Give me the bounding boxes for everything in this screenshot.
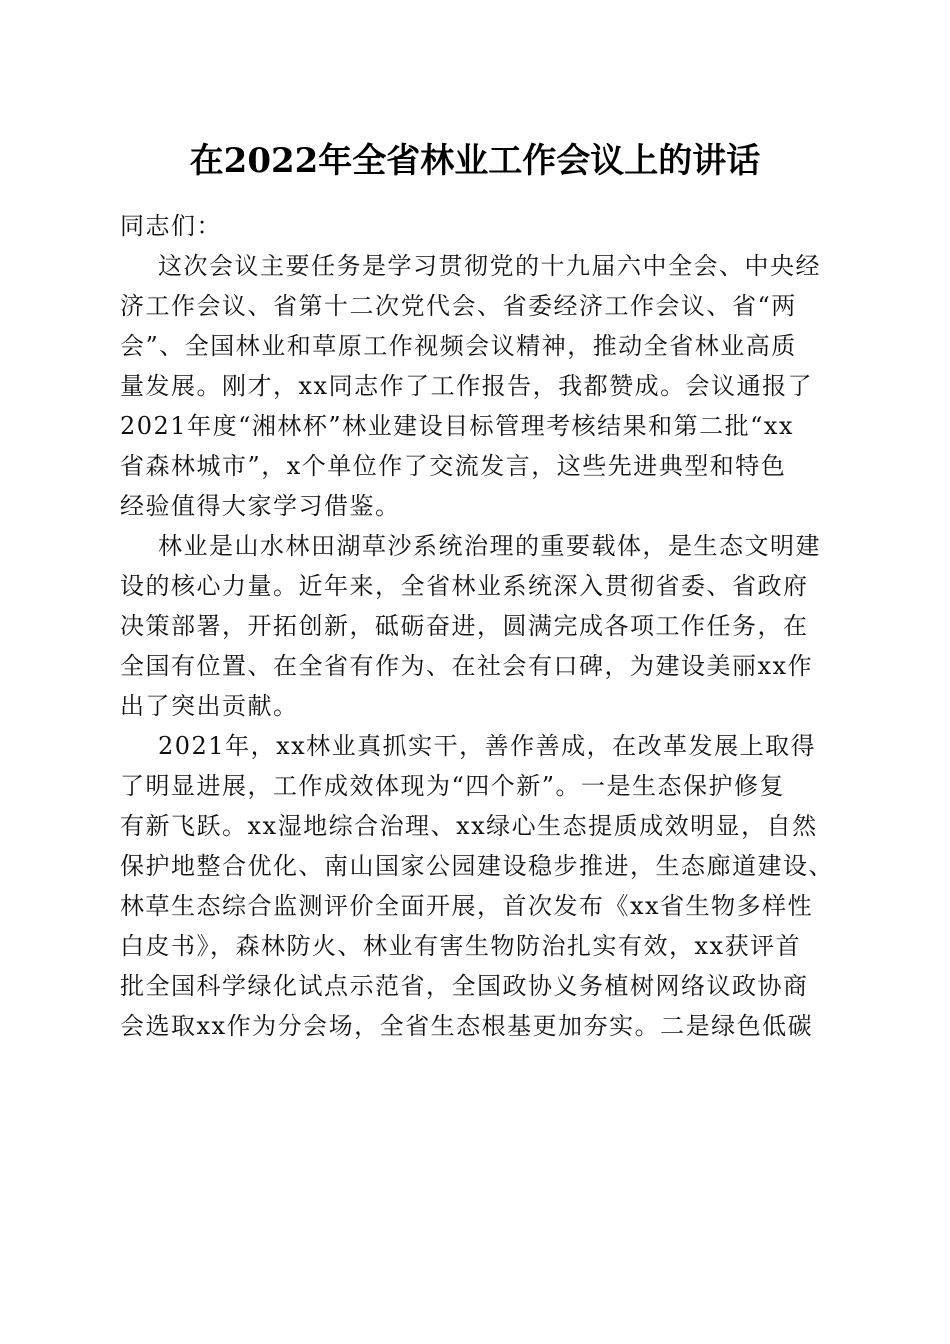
paragraph-1-line-4: 量发展。刚才，xx同志作了工作报告，我都赞成。会议通报了 bbox=[120, 372, 814, 400]
paragraph-3-line-8: 会选取xx作为分会场，全省生态根基更加夯实。二是绿色低碳 bbox=[120, 1012, 814, 1040]
paragraph-1-line-5: 2021年度“湘林杯”林业建设目标管理考核结果和第二批“xx bbox=[120, 412, 794, 440]
paragraph-3-line-3: 有新飞跃。xx湿地综合治理、xx绿心生态提质成效明显，自然 bbox=[120, 812, 818, 840]
paragraph-3-line-7: 批全国科学绿化试点示范省，全国政协义务植树网络议政协商 bbox=[120, 972, 809, 1000]
paragraph-1-line-3: 会”、全国林业和草原工作视频会议精神，推动全省林业高质 bbox=[120, 332, 797, 360]
paragraph-3-line-1: 2021年，xx林业真抓实干，善作善成，在改革发展上取得 bbox=[158, 732, 817, 760]
paragraph-3-line-4: 保护地整合优化、南山国家公园建设稳步推进，生态廊道建设、 bbox=[120, 852, 834, 880]
paragraph-3-line-2: 了明显进展，工作成效体现为“四个新”。一是生态保护修复 bbox=[120, 772, 786, 800]
paragraph-1-line-7: 经验值得大家学习借鉴。 bbox=[120, 492, 401, 520]
salutation: 同志们： bbox=[120, 212, 222, 240]
paragraph-1-line-6: 省森林城市”，x个单位作了交流发言，这些先进典型和特色 bbox=[120, 452, 787, 480]
paragraph-2-line-4: 全国有位置、在全省有作为、在社会有口碑，为建设美丽xx作 bbox=[120, 652, 814, 680]
paragraph-2-line-2: 设的核心力量。近年来，全省林业系统深入贯彻省委、省政府 bbox=[120, 572, 809, 600]
paragraph-3-line-5: 林草生态综合监测评价全面开展，首次发布《xx省生物多样性 bbox=[120, 892, 814, 920]
paragraph-2-line-1: 林业是山水林田湖草沙系统治理的重要载体，是生态文明建 bbox=[158, 532, 821, 560]
paragraph-2-line-5: 出了突出贡献。 bbox=[120, 692, 299, 720]
paragraph-1-line-1: 这次会议主要任务是学习贯彻党的十九届六中全会、中央经 bbox=[158, 252, 821, 280]
page-title: 在2022年全省林业工作会议上的讲话 bbox=[189, 141, 761, 181]
paragraph-2-line-3: 决策部署，开拓创新，砥砺奋进，圆满完成各项工作任务，在 bbox=[120, 612, 809, 640]
paragraph-3-line-6: 白皮书》，森林防火、林业有害生物防治扎实有效，xx获评首 bbox=[120, 932, 802, 960]
paragraph-1-line-2: 济工作会议、省第十二次党代会、省委经济工作会议、省“两 bbox=[120, 292, 797, 320]
document-body bbox=[120, 206, 832, 1046]
